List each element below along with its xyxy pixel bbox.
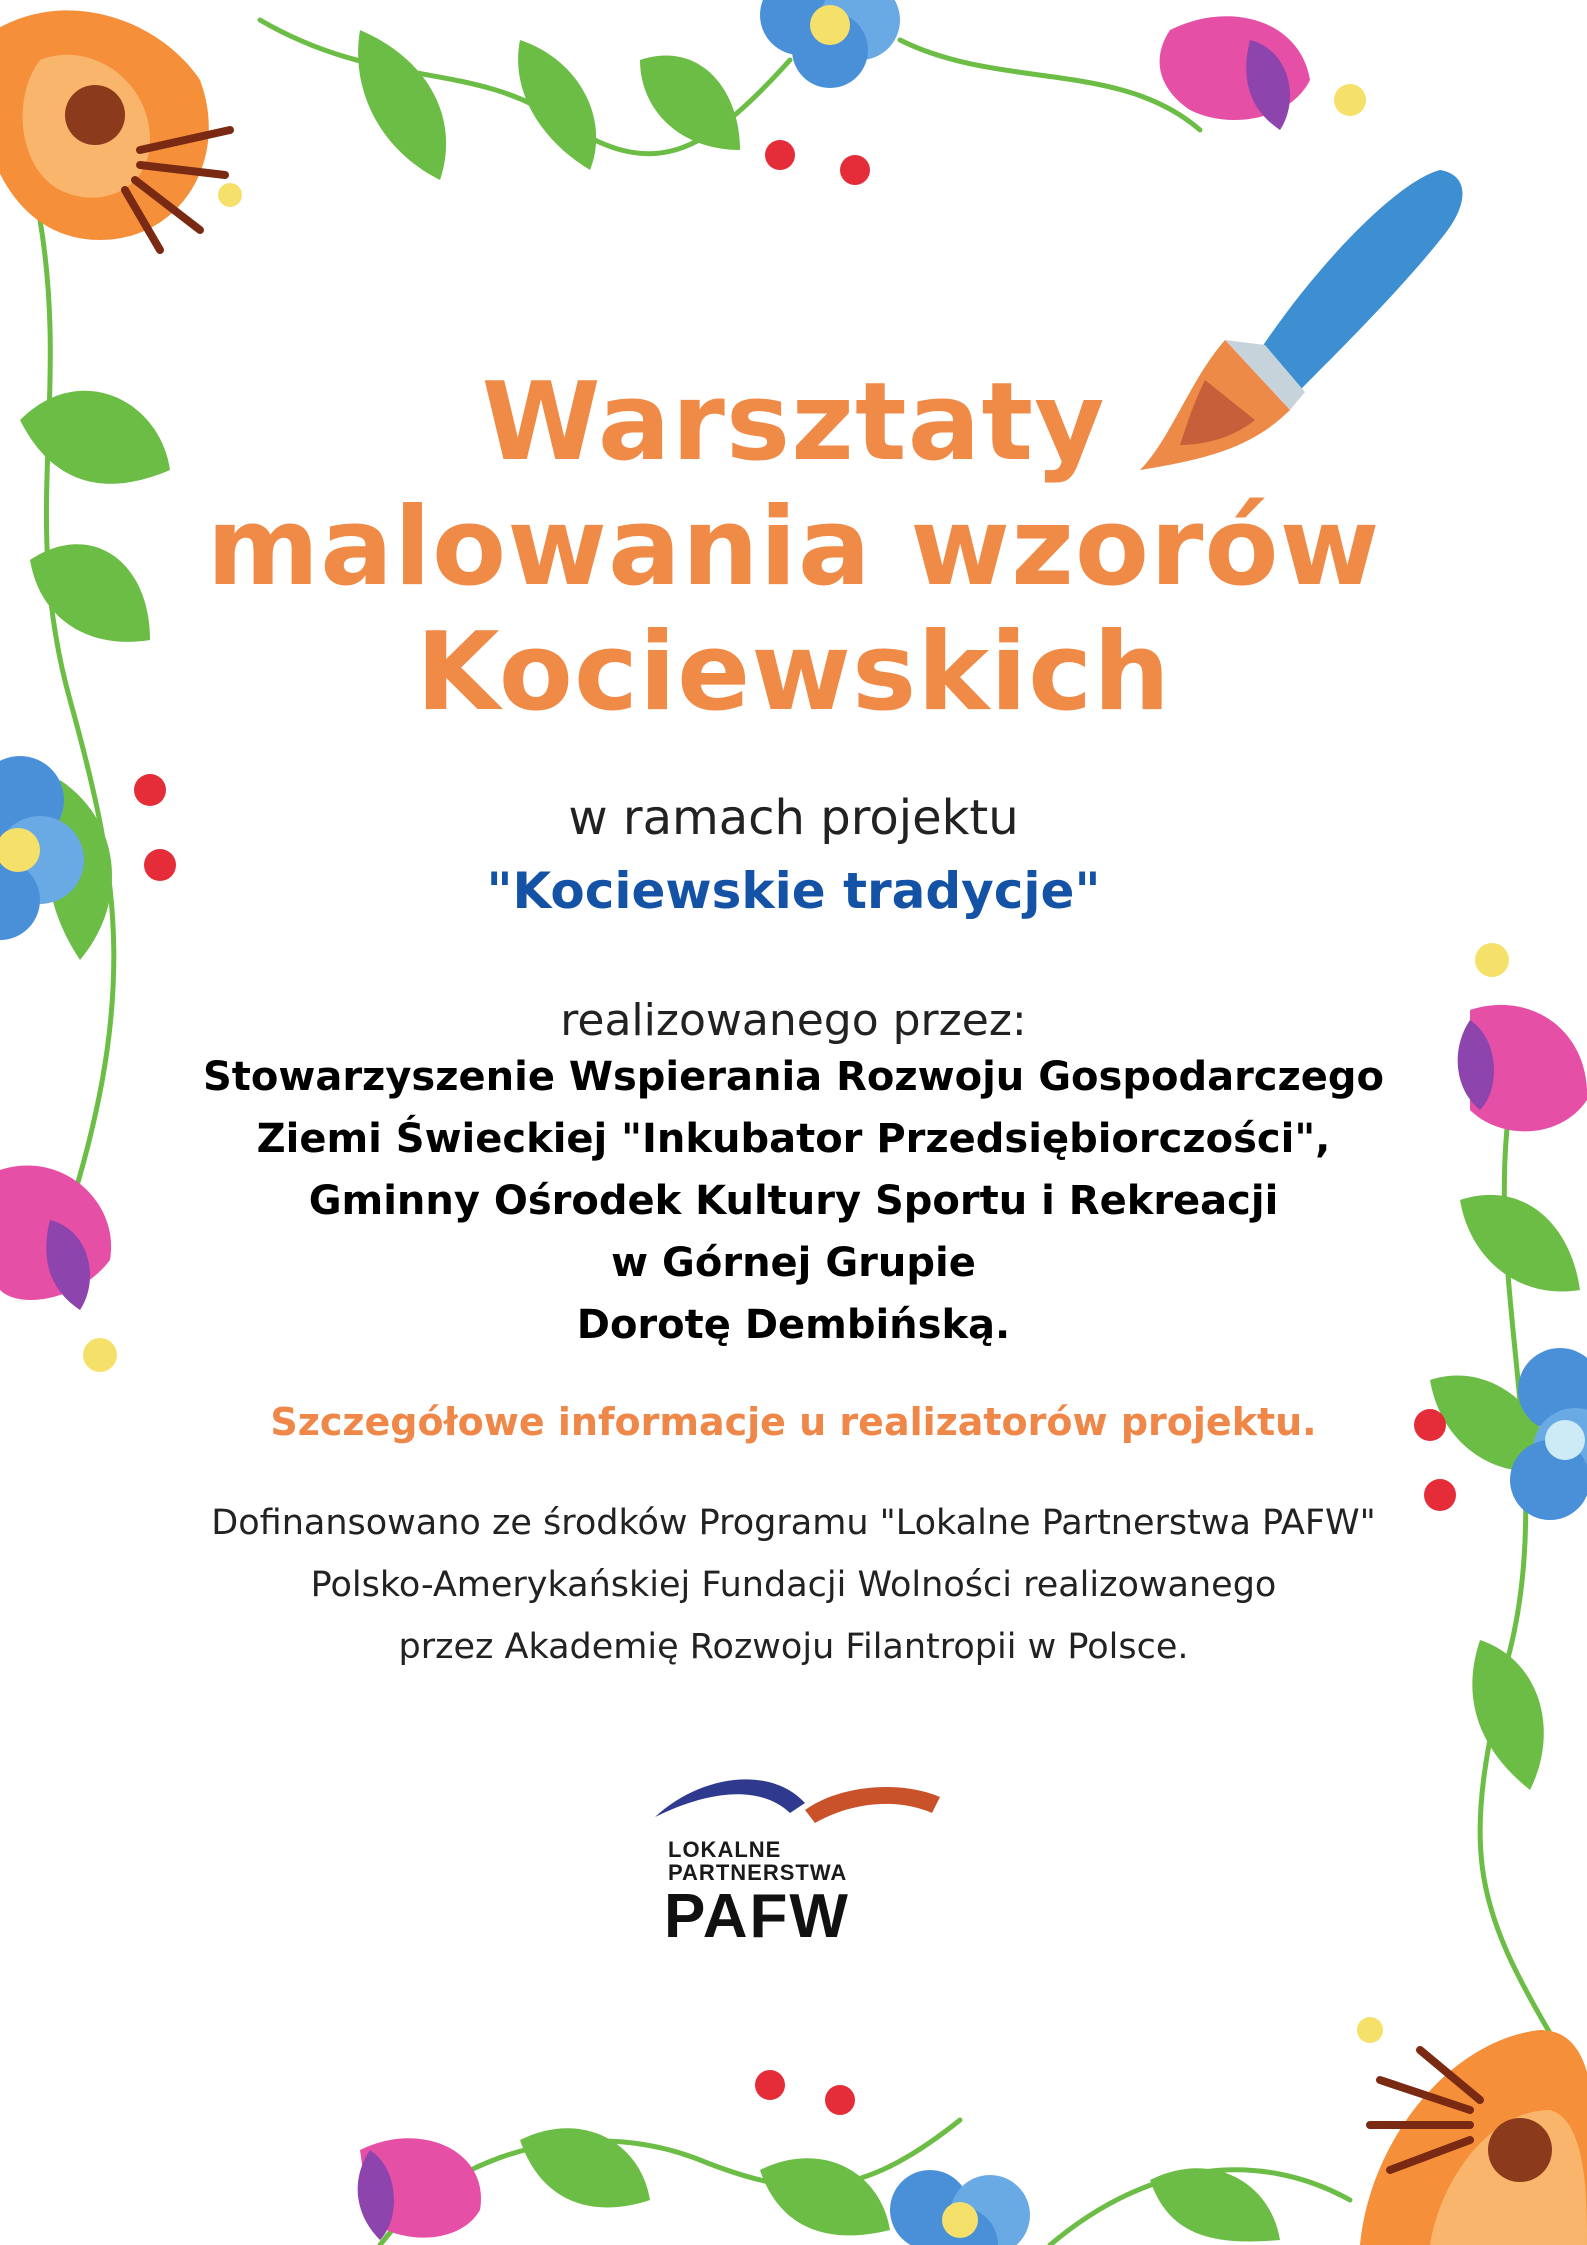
project-name: "Kociewskie tradycje" [486, 862, 1101, 920]
logo-line-2: PARTNERSTWA [668, 1860, 848, 1885]
organization-line: Ziemi Świeckiej "Inkubator Przedsiębiorczości", [256, 1116, 1331, 1162]
orange-flower-icon [0, 10, 242, 250]
title-line-3: Kociewskich [415, 610, 1172, 735]
blue-flower-icon [760, 0, 900, 88]
organization-line: w Górnej Grupie [611, 1240, 976, 1286]
intro-text: w ramach projektu [568, 790, 1019, 846]
pink-flower-icon [358, 2138, 481, 2240]
logo-line-3: PAFW [664, 1882, 850, 1951]
organization-line: Gminny Ośrodek Kultury Sportu i Rekreacji [308, 1178, 1279, 1224]
pafw-logo [640, 1755, 960, 1955]
blue-flower-icon [890, 2170, 1030, 2245]
funding-line: przez Akademię Rozwoju Filantropii w Polsce. [398, 1627, 1189, 1667]
logo-line-1: LOKALNE [668, 1837, 782, 1862]
organization-line: Stowarzyszenie Wspierania Rozwoju Gospodarczego [202, 1054, 1385, 1100]
funding-line: Polsko-Amerykańskiej Fundacji Wolności realizowanego [310, 1565, 1277, 1605]
funding-line: Dofinansowano ze środków Programu "Lokalne Partnerstwa PAFW" [211, 1503, 1376, 1543]
pink-flower-icon [1160, 16, 1366, 130]
details-note: Szczegółowe informacje u realizatorów projektu. [270, 1400, 1317, 1444]
orange-flower-icon [1357, 2017, 1587, 2245]
title-line-1: Warsztaty [481, 360, 1106, 485]
organization-line: Dorotę Dembińską. [576, 1302, 1011, 1348]
title-line-2: malowania wzorów [206, 485, 1381, 610]
realized-by-label: realizowanego przez: [560, 995, 1027, 1046]
logo-arcs-icon [640, 1755, 960, 1845]
